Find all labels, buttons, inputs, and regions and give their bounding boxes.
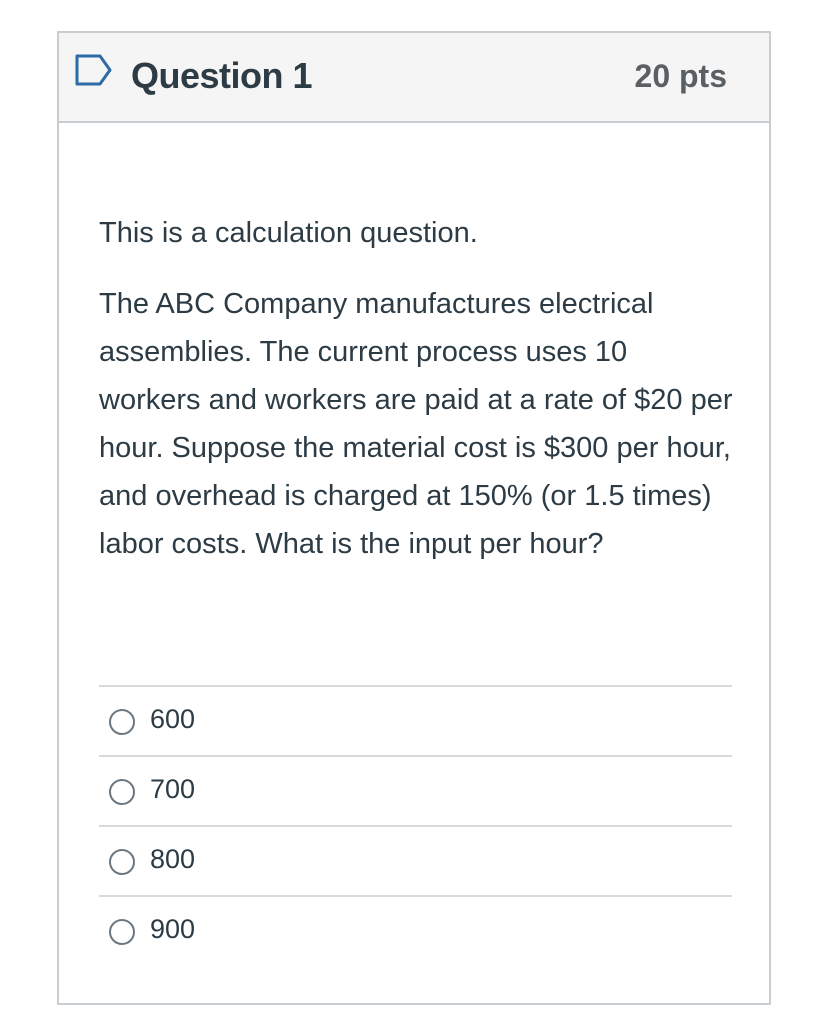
answer-option-600[interactable] [99,687,732,757]
answer-option-700[interactable] [99,757,732,827]
answer-label: 800 [150,844,196,874]
radio-button[interactable] [109,779,135,805]
answer-option-800[interactable] [99,827,732,897]
answer-label: 700 [150,774,196,804]
radio-button[interactable] [109,919,135,945]
answer-label: 600 [150,704,196,734]
question-card [57,31,771,1005]
question-prompt: The ABC Company manufactures electrical assemblies. The current process uses 10 workers and workers are paid at a rate of $20 per hour. Suppose the material cost is $300 per hour, and overhead is charged at 150% (or 1.5 times) labor costs. What is the input per hour? [99,288,733,560]
radio-button[interactable] [109,709,135,735]
radio-button[interactable] [109,849,135,875]
question-text [99,209,733,568]
question-title: Question 1 [131,55,313,96]
question-intro: This is a calculation question. [99,217,478,249]
question-header [59,33,769,123]
answer-option-900[interactable] [99,897,732,965]
flag-question-icon[interactable] [74,53,114,87]
question-points: 20 pts [634,58,727,94]
answer-label: 900 [150,914,196,944]
answer-list [99,685,732,965]
